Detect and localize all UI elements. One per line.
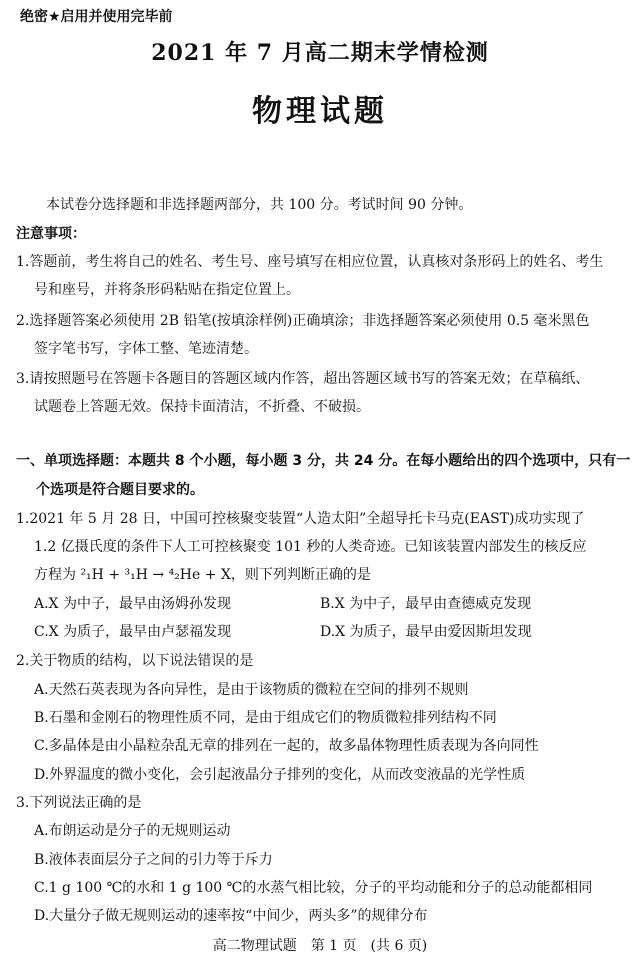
notice-line: 号和座号，并将条形码粘贴在指定位置上。: [34, 282, 300, 298]
question-3-option-b: B.液体表面层分子之间的引力等于斥力: [34, 852, 273, 868]
question-3-option-c: C.1 g 100 ℃的水和 1 g 100 ℃的水蒸气相比较，分子的平均动能和分子的总动能都相同: [34, 880, 593, 896]
subject-title: 物理试题: [252, 94, 388, 129]
question-1-option-a: A.X 为中子，最早由汤姆孙发现: [34, 596, 231, 612]
page-footer: 高二物理试题 第 1 页 (共 6 页): [212, 938, 428, 954]
question-3-option-d: D.大量分子做无规则运动的速率按“中间少，两头多”的规律分布: [34, 908, 428, 924]
notice-line: 2.选择题答案必须使用 2B 铅笔(按填涂样例)正确填涂；非选择题答案必须使用 0.5 毫米黑色: [16, 313, 590, 329]
notice-line: 1.答题前，考生将自己的姓名、考生号、座号填写在相应位置，认真核对条形码上的姓名、考生: [16, 254, 604, 270]
question-1-option-c: C.X 为质子，最早由卢瑟福发现: [34, 624, 232, 640]
notice-heading: 注意事项：: [16, 226, 86, 242]
question-1-line: 1.2 亿摄氏度的条件下人工可控核聚变 101 秒的人类奇迹。已知该装置内部发生的核反应: [34, 539, 587, 555]
question-1-option-d: D.X 为质子，最早由爱因斯坦发现: [320, 624, 532, 640]
question-2-option-a: A.天然石英表现为各向异性，是由于该物质的微粒在空间的排列不规则: [34, 682, 469, 698]
notice-line: 试题卷上答题无效。保持卡面清洁，不折叠、不破损。: [34, 399, 370, 415]
notice-line: 3.请按照题号在答题卡各题目的答题区域内作答，超出答题区域书写的答案无效；在草稿纸、: [16, 371, 590, 387]
question-2-option-d: D.外界温度的微小变化，会引起液晶分子排列的变化，从而改变液晶的光学性质: [34, 767, 526, 783]
question-3-stem: 3.下列说法正确的是: [16, 795, 142, 811]
question-2-option-b: B.石墨和金刚石的物理性质不同，是由于组成它们的物质微粒排列结构不同: [34, 710, 497, 726]
question-2-option-c: C.多晶体是由小晶粒杂乱无章的排列在一起的，故多晶体物理性质表现为各向同性: [34, 738, 539, 754]
exam-title: 2021 年 7 月高二期末学情检测: [151, 40, 489, 66]
section-heading: 一、单项选择题：本题共 8 个小题，每小题 3 分，共 24 分。在每小题给出的四个选项中，只有一: [16, 453, 631, 469]
question-1-equation: 方程为 ²₁H + ³₁H → ⁴₂He + X，则下列判断正确的是: [34, 567, 371, 583]
section-heading-cont: 个选项是符合题目要求的。: [36, 482, 204, 498]
confidential-label: 绝密★启用并使用完毕前: [20, 9, 173, 25]
question-2-stem: 2.关于物质的结构，以下说法错误的是: [16, 653, 254, 669]
intro-text: 本试卷分选择题和非选择题两部分，共 100 分。考试时间 90 分钟。: [46, 197, 473, 213]
question-1-line: 1.2021 年 5 月 28 日，中国可控核聚变装置“人造太阳”全超导托卡马克(EAST)成功实现了: [16, 511, 585, 527]
question-1-option-b: B.X 为中子，最早由查德威克发现: [320, 596, 532, 612]
question-3-option-a: A.布朗运动是分子的无规则运动: [34, 823, 231, 839]
notice-line: 签字笔书写，字体工整、笔迹清楚。: [34, 341, 258, 357]
